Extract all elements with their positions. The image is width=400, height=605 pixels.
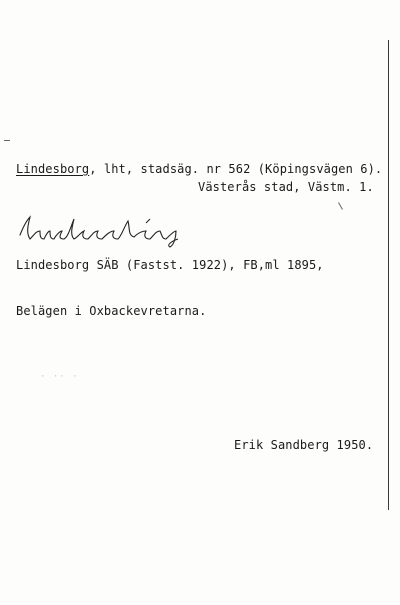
handwritten-name [16, 213, 206, 249]
heading-line [16, 162, 382, 176]
register-line: Lindesborg SÄB (Fastst. 1922), FB,ml 1895, [16, 258, 324, 272]
place-name: Lindesborg [16, 162, 90, 176]
pencil-tick-mark [338, 202, 343, 209]
author-line: Erik Sandberg 1950. [234, 438, 374, 452]
heading-details: , lht, stadsäg. nr 562 (Köpingsvägen 6). [89, 162, 383, 176]
card-right-border [388, 40, 389, 510]
location-line: Västerås stad, Västm. 1. [198, 180, 374, 194]
edge-tick-mark [4, 140, 10, 141]
situation-line: Belägen i Oxbackevretarna. [16, 304, 207, 318]
faint-mark: · ·· · [40, 372, 79, 382]
